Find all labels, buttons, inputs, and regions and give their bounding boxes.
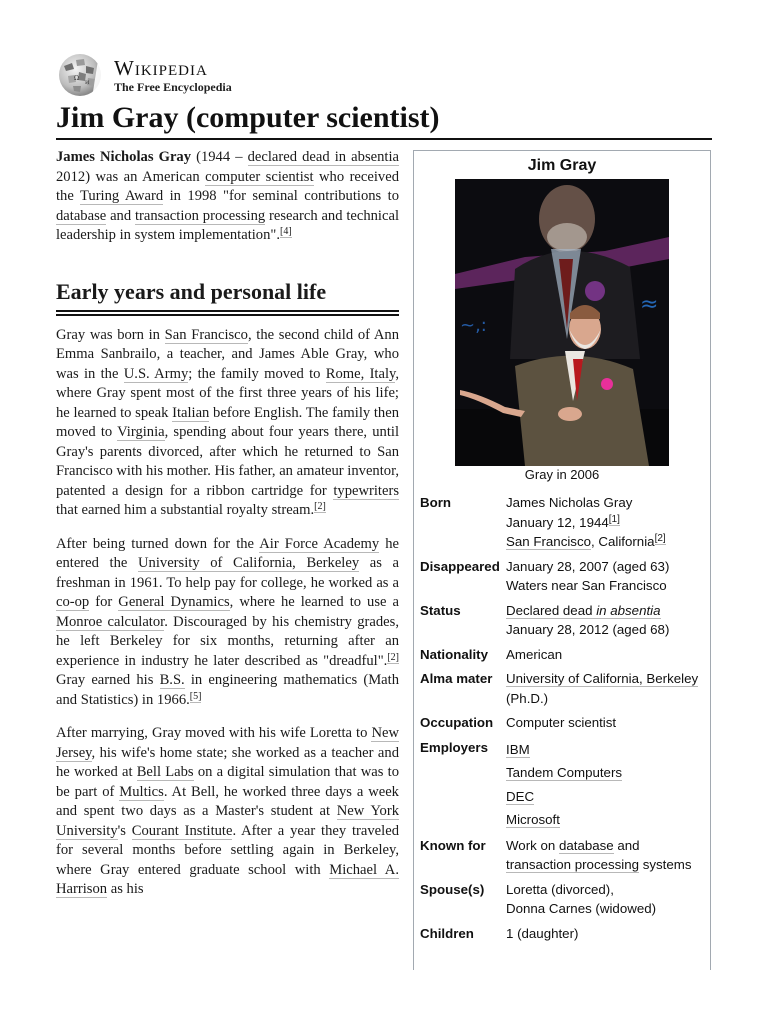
citation-5[interactable]: [5] [189, 690, 202, 702]
link-multics[interactable]: Multics [119, 783, 164, 800]
infobox [413, 150, 711, 970]
infobox-row-alma-mater: Alma mater University of California, Berkeley (Ph.D.) [420, 671, 699, 706]
svg-text:~,:: ~,: [460, 315, 487, 336]
citation-2[interactable]: [2] [387, 651, 399, 663]
link-italian[interactable]: Italian [172, 404, 210, 421]
link-general-dynamics[interactable]: General Dynamics [118, 594, 230, 610]
portrait-photo[interactable] [455, 179, 669, 466]
article-body [56, 148, 399, 914]
link-alma-mater-uc-berkeley[interactable]: University of California, Berkeley [506, 671, 699, 686]
infobox-title: Jim Gray [527, 157, 597, 174]
link-rome-italy[interactable]: Rome, Italy [325, 365, 396, 382]
page-title: Jim Gray (computer scientist) [56, 98, 712, 140]
paragraph-marriage-career: After marrying, Gray moved with his wife Loretta to New Jersey, his wife's home state; she worked as a teacher and he worked at Bell Labs on a digital simulation that was to be part of Multics. At Bell, he worked three days a week and spent two days as a Master's student at New York University's Courant Institute. After a year they traveled for several months before settling again in Berkeley, where Gray entered graduate school with Michael A. Harrison as his [56, 725, 399, 897]
citation-2[interactable]: [2] [314, 501, 326, 512]
photo-caption: Gray in 2006 [524, 467, 600, 482]
link-air-force-academy[interactable]: Air Force Academy [259, 535, 380, 552]
infobox-row-nationality: Nationality American [420, 646, 563, 662]
link-employer-tandem[interactable]: Tandem Computers [506, 765, 623, 780]
link-courant-institute[interactable]: Courant Institute [131, 822, 233, 839]
link-bell-labs[interactable]: Bell Labs [136, 764, 194, 780]
citation-4[interactable]: [4] [280, 226, 292, 237]
subject-name: James Nicholas Gray [56, 149, 192, 165]
link-co-op[interactable]: co-op [56, 594, 90, 610]
infobox-row-occupation: Occupation Computer scientist [420, 715, 617, 730]
link-birthplace-san-francisco[interactable]: San Francisco [506, 534, 591, 549]
link-uc-berkeley[interactable]: University of California, Berkeley [138, 555, 360, 571]
citation-1[interactable]: [1] [608, 513, 620, 525]
link-us-army[interactable]: U.S. Army [123, 365, 189, 382]
article-page [56, 52, 712, 941]
link-known-for-database[interactable]: database [558, 837, 614, 853]
link-michael-a-harrison[interactable]: Michael A. Harrison [56, 861, 399, 897]
link-new-york-university[interactable]: New York University [56, 803, 399, 839]
link-employer-microsoft[interactable]: Microsoft [506, 812, 560, 827]
infobox-row-disappeared: Disappeared January 28, 2007 (aged 63) Waters near San Francisco [420, 558, 670, 593]
link-computer-scientist[interactable]: computer scientist [205, 168, 314, 185]
paragraph-education: After being turned down for the Air Force Academy he entered the University of California, Berkeley as a freshman in 1961. To help pay for college, he worked as a co-op for General Dynamics, where he learned to use a Monroe calculator. Discouraged by his chemistry grades, he left Berkeley for six months, returning after an experience in industry he later described as "dreadful".[2] Gray earned his B.S. in engineering mathematics (Math and Statistics) in 1966.[5] [56, 535, 399, 708]
infobox-row-status: Status Declared dead in absentia January 28, 2012 (aged 68) [420, 602, 670, 637]
link-typewriters[interactable]: typewriters [333, 482, 399, 499]
svg-text:И: И [85, 80, 90, 86]
link-virginia[interactable]: Virginia [117, 424, 165, 440]
citation-2[interactable]: [2] [654, 533, 666, 544]
link-monroe-calculator[interactable]: Monroe calculator [56, 613, 165, 630]
wikipedia-tagline: The Free Encyclopedia [114, 79, 232, 94]
section-heading-early-years: Early years and personal life [56, 278, 399, 312]
link-turing-award[interactable]: Turing Award [80, 188, 164, 204]
link-known-for-transaction-processing[interactable]: transaction processing [506, 857, 640, 872]
link-declared-dead-status[interactable]: Declared dead in absentia [506, 602, 661, 618]
infobox-row-employers: Employers IBM Tandem Computers DEC Microsoft [420, 739, 623, 827]
infobox-row-known-for: Known for Work on database and transaction processing systems [420, 837, 692, 872]
lead-paragraph: James Nicholas Gray (1944 – declared dead in absentia 2012) was an American computer scientist who received the Turing Award in 1998 "for seminal contributions to database and transaction processing research and technical leadership in system implementation".[4] [56, 149, 400, 243]
paragraph-early-life: Gray was born in San Francisco, the second child of Ann Emma Sanbrailo, a teacher, and James Able Gray, who was in the U.S. Army; the family moved to Rome, Italy, where Gray spent most of the first three years of his life; he learned to speak Italian before English. The family then moved to Virginia, spending about four years there, until Gray's parents divorced, after which he returned to San Francisco with his mother. His father, an amateur inventor, patented a design for a ribbon cartridge for typewriters that earned him a substantial royalty stream.[2] [56, 326, 400, 518]
link-transaction-processing[interactable]: transaction processing [134, 207, 266, 224]
wikipedia-globe-icon [56, 52, 104, 98]
link-database[interactable]: database [56, 207, 107, 224]
link-bs[interactable]: B.S. [159, 672, 185, 688]
wikipedia-header[interactable] [56, 52, 712, 98]
link-declared-dead-in-absentia[interactable]: declared dead in absentia [247, 149, 399, 165]
link-new-jersey[interactable]: New Jersey [56, 725, 399, 761]
link-employer-ibm[interactable]: IBM [506, 741, 530, 757]
infobox-row-children: Children 1 (daughter) [420, 925, 579, 941]
svg-text:≈: ≈ [640, 292, 659, 317]
svg-text:Ω: Ω [74, 75, 79, 82]
link-employer-dec[interactable]: DEC [506, 788, 535, 804]
infobox-row-born: Born James Nicholas Gray January 12, 1944[1] San Francisco, California[2] [420, 495, 666, 549]
infobox-row-spouses: Spouse(s) Loretta (divorced), Donna Carnes (widowed) [420, 881, 657, 916]
link-san-francisco[interactable]: San Francisco [164, 326, 248, 343]
wikipedia-wordmark: Wikipedia [114, 55, 208, 80]
